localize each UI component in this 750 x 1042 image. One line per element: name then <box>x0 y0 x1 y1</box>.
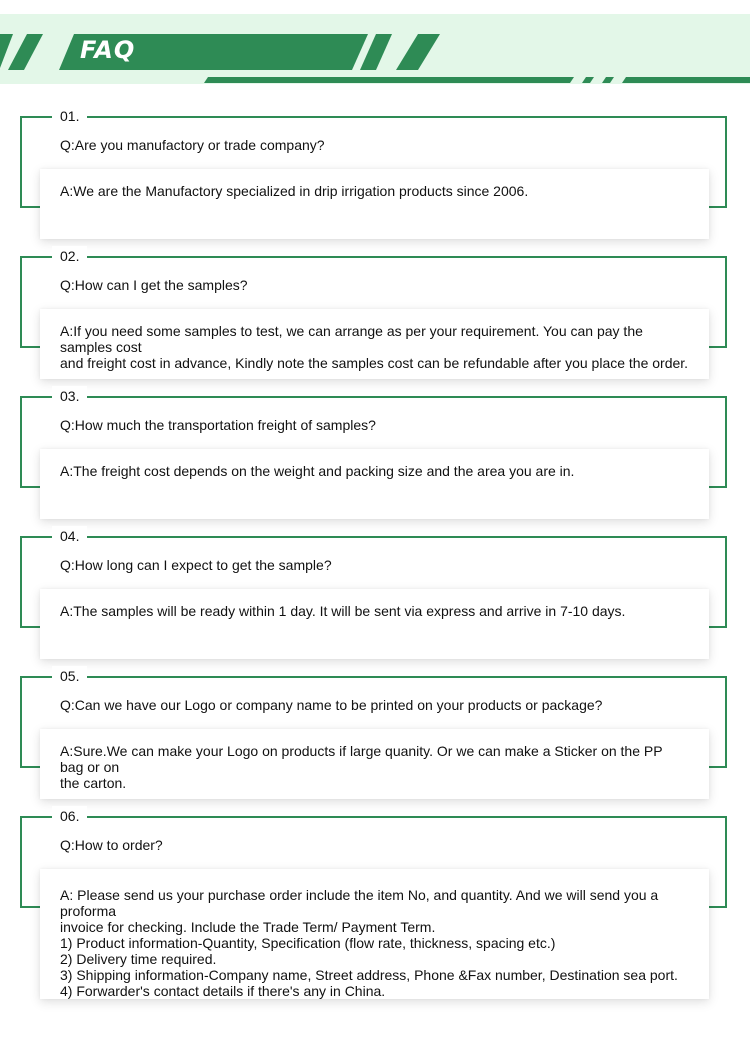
faq-answer-card <box>40 869 709 999</box>
banner-stripe <box>396 34 440 70</box>
faq-item <box>0 245 750 370</box>
faq-answer-line: A:The samples will be ready within 1 day. It will be sent via express and arrive in 7-10 days. <box>60 603 626 619</box>
faq-number: 02. <box>52 246 87 266</box>
faq-number: 04. <box>52 526 87 546</box>
banner-underline-dash <box>582 77 594 83</box>
faq-number: 05. <box>52 666 87 686</box>
faq-number: 06. <box>52 806 87 826</box>
faq-item <box>0 525 750 650</box>
faq-answer-line: 3) Shipping information-Company name, Street address, Phone &Fax number, Destination sea port. <box>60 967 678 983</box>
faq-answer-line: the carton. <box>60 775 127 791</box>
faq-answer-card <box>40 729 709 799</box>
page-title: FAQ <box>80 36 136 64</box>
faq-question: Q:Can we have our Logo or company name to be printed on your products or package? <box>60 697 603 713</box>
faq-item <box>0 105 750 230</box>
faq-question: Q:Are you manufactory or trade company? <box>60 137 325 153</box>
faq-answer-line: A:The freight cost depends on the weight and packing size and the area you are in. <box>60 463 575 479</box>
faq-question: Q:How long can I expect to get the sample? <box>60 557 332 573</box>
banner-stripe <box>8 34 43 70</box>
faq-question: Q:How to order? <box>60 837 163 853</box>
banner-underline <box>622 77 750 83</box>
banner-stripe <box>0 34 13 68</box>
faq-answer-line: 2) Delivery time required. <box>60 951 217 967</box>
faq-answer-line: A:We are the Manufactory specialized in drip irrigation products since 2006. <box>60 183 529 199</box>
faq-number: 03. <box>52 386 87 406</box>
faq-item <box>0 805 750 999</box>
faq-item <box>0 665 750 790</box>
faq-answer-line: and freight cost in advance, Kindly note the samples cost can be refundable after you place the order. <box>60 355 689 371</box>
banner-underline-dash <box>602 77 614 83</box>
faq-answer-line: A:If you need some samples to test, we can arrange as per your requirement. You can pay the samples cost <box>60 323 643 355</box>
faq-answer-card <box>40 169 709 239</box>
faq-question: Q:How can I get the samples? <box>60 277 248 293</box>
faq-item <box>0 385 750 510</box>
faq-question: Q:How much the transportation freight of samples? <box>60 417 376 433</box>
faq-answer-line: A: Please send us your purchase order include the item No, and quantity. And we will send you a proforma <box>60 887 659 919</box>
faq-answer-line: 4) Forwarder's contact details if there's any in China. <box>60 983 386 999</box>
faq-number: 01. <box>52 106 87 126</box>
faq-banner <box>0 14 750 84</box>
banner-underline <box>204 77 574 83</box>
faq-answer-line: invoice for checking. Include the Trade Term/ Payment Term. <box>60 919 436 935</box>
faq-answer-line: 1) Product information-Quantity, Specification (flow rate, thickness, spacing etc.) <box>60 935 556 951</box>
faq-answer-card <box>40 449 709 519</box>
faq-answer-card <box>40 309 709 379</box>
faq-answer-card <box>40 589 709 659</box>
faq-answer-line: A:Sure.We can make your Logo on products if large quanity. Or we can make a Sticker on the PP bag or on <box>60 743 663 775</box>
